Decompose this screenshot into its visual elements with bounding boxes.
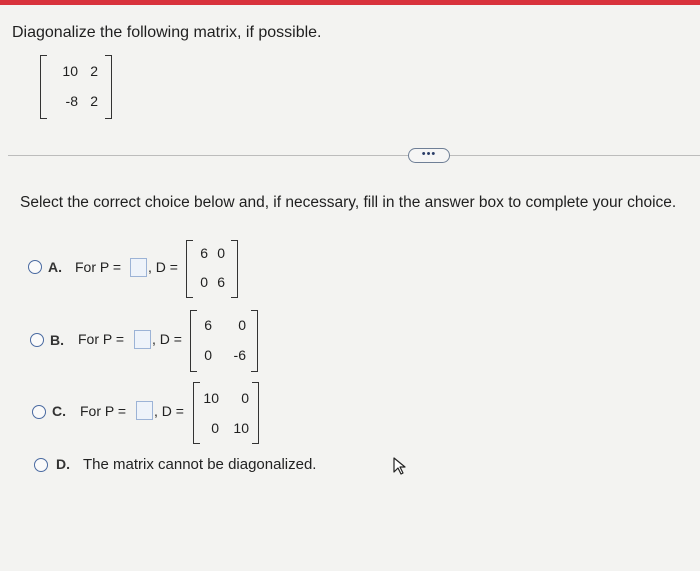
- choice-a[interactable]: [0, 240, 260, 300]
- choice-b-d-label: , D =: [152, 331, 182, 347]
- left-bracket: [190, 310, 197, 372]
- mouse-cursor-icon: [392, 456, 408, 476]
- right-bracket: [231, 240, 238, 298]
- choice-c[interactable]: [0, 382, 270, 444]
- choice-c-p-answer-box[interactable]: [136, 401, 153, 420]
- choice-b-letter: B.: [50, 332, 64, 348]
- choice-d-radio[interactable]: [34, 458, 48, 472]
- matrix-cell: 0: [238, 317, 246, 333]
- left-bracket: [186, 240, 193, 298]
- choice-b[interactable]: [0, 310, 270, 372]
- choice-a-p-label: For P =: [75, 259, 122, 275]
- choice-c-d-label: , D =: [154, 403, 184, 419]
- right-bracket: [252, 382, 259, 444]
- choice-b-radio[interactable]: [30, 333, 44, 347]
- choice-d-letter: D.: [56, 456, 70, 472]
- choice-b-d-matrix: [190, 310, 258, 372]
- matrix-cell: -8: [65, 93, 78, 109]
- top-accent-bar: [0, 0, 700, 5]
- right-bracket: [251, 310, 258, 372]
- matrix-cell: 0: [204, 347, 212, 363]
- matrix-cell: 2: [90, 63, 98, 79]
- matrix-cell: 6: [204, 317, 212, 333]
- matrix-cell: 10: [62, 63, 78, 79]
- matrix-cell: 6: [200, 245, 208, 261]
- choice-a-d-matrix: [186, 240, 238, 298]
- choice-c-d-matrix: [193, 382, 259, 444]
- matrix-cell: 2: [90, 93, 98, 109]
- matrix-cell: 6: [217, 274, 225, 290]
- matrix-cell: 0: [211, 420, 219, 436]
- right-bracket: [105, 55, 112, 119]
- choice-a-d-label: , D =: [148, 259, 178, 275]
- matrix-cell: 10: [203, 390, 219, 406]
- choice-d[interactable]: [0, 452, 340, 478]
- more-options-button[interactable]: •••: [408, 148, 450, 163]
- given-matrix: [40, 55, 112, 119]
- matrix-cell: 0: [217, 245, 225, 261]
- choice-c-p-label: For P =: [80, 403, 127, 419]
- instruction-text: Select the correct choice below and, if necessary, fill in the answer box to complete your choice.: [20, 194, 677, 211]
- choice-d-text: The matrix cannot be diagonalized.: [83, 456, 317, 473]
- matrix-cell: 0: [241, 390, 249, 406]
- matrix-cell: 10: [233, 420, 249, 436]
- choice-c-radio[interactable]: [32, 405, 46, 419]
- matrix-cell: -6: [233, 347, 246, 363]
- choice-b-p-label: For P =: [78, 331, 125, 347]
- left-bracket: [193, 382, 200, 444]
- left-bracket: [40, 55, 47, 119]
- choice-a-letter: A.: [48, 259, 62, 275]
- section-divider: [8, 155, 700, 156]
- choice-b-p-answer-box[interactable]: [134, 330, 151, 349]
- choice-c-letter: C.: [52, 403, 66, 419]
- matrix-cell: 0: [200, 274, 208, 290]
- choice-a-radio[interactable]: [28, 260, 42, 274]
- choice-a-p-answer-box[interactable]: [130, 258, 147, 277]
- question-text: Diagonalize the following matrix, if possible.: [12, 24, 322, 41]
